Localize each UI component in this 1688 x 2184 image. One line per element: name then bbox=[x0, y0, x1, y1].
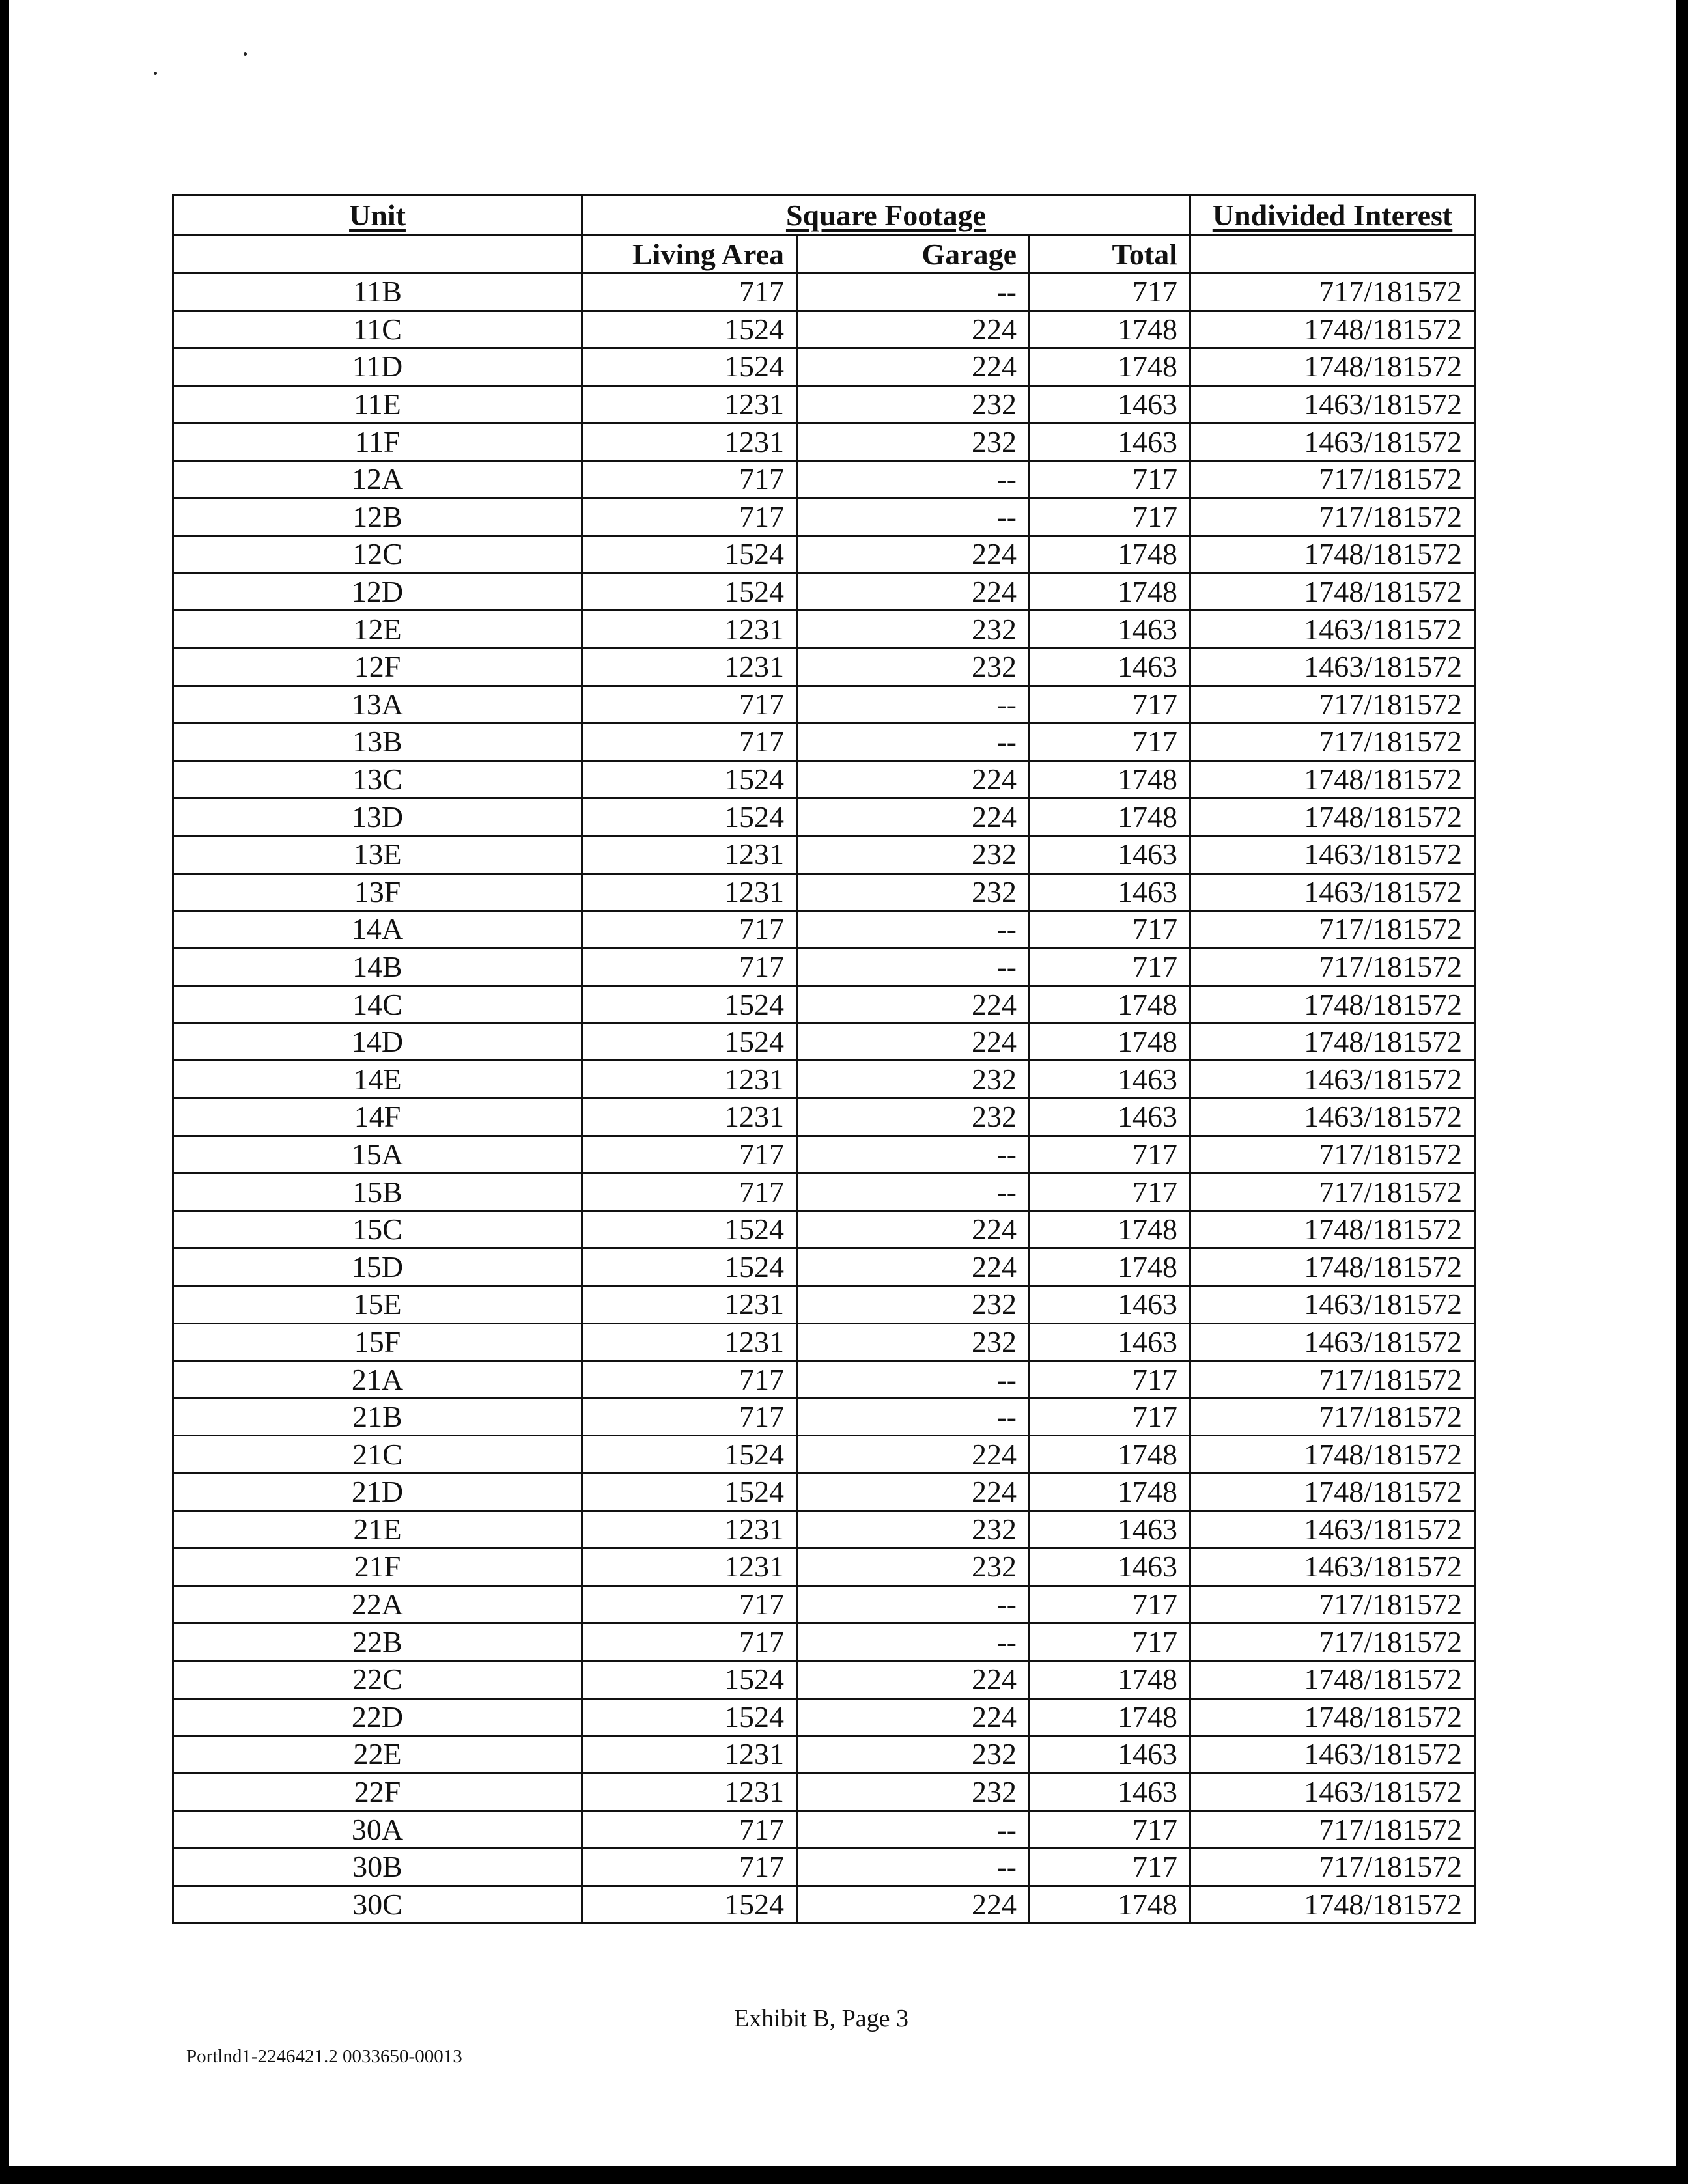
garage-cell: 232 bbox=[797, 835, 1030, 873]
living-area-cell: 1524 bbox=[582, 1023, 797, 1061]
total-cell: 1463 bbox=[1030, 423, 1190, 461]
living-area-cell: 1231 bbox=[582, 423, 797, 461]
living-area-cell: 1231 bbox=[582, 1511, 797, 1548]
table-row bbox=[173, 1248, 1475, 1286]
unit-cell: 11E bbox=[173, 385, 582, 423]
living-area-cell: 1524 bbox=[582, 1474, 797, 1511]
garage-cell: 232 bbox=[797, 1061, 1030, 1099]
total-cell: 717 bbox=[1030, 498, 1190, 536]
unit-cell: 22B bbox=[173, 1623, 582, 1661]
undivided-interest-cell: 1748/181572 bbox=[1190, 1698, 1475, 1736]
garage-cell: -- bbox=[797, 498, 1030, 536]
garage-cell: 224 bbox=[797, 1023, 1030, 1061]
living-area-cell: 1524 bbox=[582, 986, 797, 1024]
table-row bbox=[173, 761, 1475, 798]
unit-cell: 13F bbox=[173, 873, 582, 911]
table-row bbox=[173, 1474, 1475, 1511]
undivided-interest-cell: 1748/181572 bbox=[1190, 311, 1475, 348]
table-subheader-row bbox=[173, 236, 1475, 273]
unit-cell: 21D bbox=[173, 1474, 582, 1511]
table-row bbox=[173, 1061, 1475, 1099]
unit-cell: 14E bbox=[173, 1061, 582, 1099]
unit-cell: 30C bbox=[173, 1886, 582, 1924]
table-row bbox=[173, 686, 1475, 723]
garage-header: Garage bbox=[797, 236, 1030, 273]
garage-cell: 224 bbox=[797, 536, 1030, 574]
table-row bbox=[173, 1173, 1475, 1211]
unit-cell: 14A bbox=[173, 911, 582, 949]
living-area-cell: 1231 bbox=[582, 1286, 797, 1324]
garage-cell: -- bbox=[797, 1398, 1030, 1436]
unit-cell: 22C bbox=[173, 1660, 582, 1698]
total-cell: 1463 bbox=[1030, 648, 1190, 686]
undivided-interest-cell: 717/181572 bbox=[1190, 1623, 1475, 1661]
empty-header-cell bbox=[173, 236, 582, 273]
undivided-interest-cell: 717/181572 bbox=[1190, 1811, 1475, 1849]
garage-cell: -- bbox=[797, 686, 1030, 723]
table-row bbox=[173, 1586, 1475, 1623]
table-row bbox=[173, 423, 1475, 461]
living-area-cell: 1231 bbox=[582, 385, 797, 423]
garage-cell: 232 bbox=[797, 1736, 1030, 1774]
total-cell: 1463 bbox=[1030, 873, 1190, 911]
undivided-interest-cell: 1748/181572 bbox=[1190, 1660, 1475, 1698]
undivided-interest-cell: 1463/181572 bbox=[1190, 1511, 1475, 1548]
garage-cell: 224 bbox=[797, 1248, 1030, 1286]
total-cell: 717 bbox=[1030, 1136, 1190, 1173]
scan-speck bbox=[244, 52, 247, 56]
total-cell: 1748 bbox=[1030, 311, 1190, 348]
garage-cell: 232 bbox=[797, 1099, 1030, 1136]
table-row bbox=[173, 1773, 1475, 1811]
garage-cell: 224 bbox=[797, 1698, 1030, 1736]
unit-cell: 21C bbox=[173, 1436, 582, 1474]
unit-cell: 22D bbox=[173, 1698, 582, 1736]
living-area-cell: 1524 bbox=[582, 573, 797, 611]
total-cell: 1748 bbox=[1030, 1211, 1190, 1248]
undivided-interest-cell: 1748/181572 bbox=[1190, 1248, 1475, 1286]
table-row bbox=[173, 273, 1475, 311]
total-cell: 1748 bbox=[1030, 1660, 1190, 1698]
garage-cell: 224 bbox=[797, 1660, 1030, 1698]
garage-cell: 232 bbox=[797, 1511, 1030, 1548]
undivided-interest-cell: 1748/181572 bbox=[1190, 761, 1475, 798]
garage-cell: -- bbox=[797, 273, 1030, 311]
unit-cell: 14C bbox=[173, 986, 582, 1024]
unit-cell: 14F bbox=[173, 1099, 582, 1136]
total-cell: 1748 bbox=[1030, 1436, 1190, 1474]
total-cell: 717 bbox=[1030, 948, 1190, 986]
total-cell: 1748 bbox=[1030, 1023, 1190, 1061]
undivided-interest-cell: 1463/181572 bbox=[1190, 1099, 1475, 1136]
garage-cell: -- bbox=[797, 1361, 1030, 1399]
unit-cell: 15D bbox=[173, 1248, 582, 1286]
garage-cell: 224 bbox=[797, 1436, 1030, 1474]
living-area-cell: 717 bbox=[582, 273, 797, 311]
total-cell: 1463 bbox=[1030, 1773, 1190, 1811]
garage-cell: 232 bbox=[797, 1548, 1030, 1586]
total-cell: 1463 bbox=[1030, 1099, 1190, 1136]
garage-cell: -- bbox=[797, 460, 1030, 498]
table-row bbox=[173, 536, 1475, 574]
total-cell: 717 bbox=[1030, 273, 1190, 311]
undivided-interest-cell: 1748/181572 bbox=[1190, 1211, 1475, 1248]
table-row bbox=[173, 948, 1475, 986]
undivided-interest-cell: 1463/181572 bbox=[1190, 1548, 1475, 1586]
unit-cell: 13D bbox=[173, 798, 582, 836]
total-cell: 717 bbox=[1030, 1811, 1190, 1849]
total-cell: 1748 bbox=[1030, 1698, 1190, 1736]
garage-cell: -- bbox=[797, 1848, 1030, 1886]
undivided-interest-cell: 717/181572 bbox=[1190, 1848, 1475, 1886]
undivided-interest-cell: 1463/181572 bbox=[1190, 385, 1475, 423]
undivided-interest-cell: 717/181572 bbox=[1190, 273, 1475, 311]
table-row bbox=[173, 1660, 1475, 1698]
total-header: Total bbox=[1030, 236, 1190, 273]
unit-cell: 12D bbox=[173, 573, 582, 611]
total-cell: 1463 bbox=[1030, 835, 1190, 873]
unit-cell: 12C bbox=[173, 536, 582, 574]
living-area-cell: 717 bbox=[582, 686, 797, 723]
undivided-interest-cell: 1463/181572 bbox=[1190, 1061, 1475, 1099]
living-area-cell: 1231 bbox=[582, 1061, 797, 1099]
square-footage-header-label: Square Footage bbox=[785, 198, 987, 232]
garage-cell: -- bbox=[797, 1173, 1030, 1211]
table-row bbox=[173, 385, 1475, 423]
total-cell: 1748 bbox=[1030, 1248, 1190, 1286]
table-row bbox=[173, 723, 1475, 761]
garage-cell: 232 bbox=[797, 1323, 1030, 1361]
undivided-interest-cell: 1463/181572 bbox=[1190, 1323, 1475, 1361]
total-cell: 717 bbox=[1030, 686, 1190, 723]
table-row bbox=[173, 986, 1475, 1024]
unit-cell: 15E bbox=[173, 1286, 582, 1324]
unit-cell: 11D bbox=[173, 348, 582, 386]
table-row bbox=[173, 1848, 1475, 1886]
undivided-interest-cell: 1463/181572 bbox=[1190, 1736, 1475, 1774]
garage-cell: 232 bbox=[797, 1773, 1030, 1811]
living-area-cell: 717 bbox=[582, 1398, 797, 1436]
garage-cell: 232 bbox=[797, 873, 1030, 911]
living-area-cell: 1231 bbox=[582, 835, 797, 873]
garage-cell: -- bbox=[797, 1586, 1030, 1623]
unit-square-footage-table bbox=[172, 194, 1476, 1924]
garage-cell: 232 bbox=[797, 1286, 1030, 1324]
garage-cell: -- bbox=[797, 1811, 1030, 1849]
empty-header-cell bbox=[1190, 236, 1475, 273]
undivided-interest-cell: 1748/181572 bbox=[1190, 573, 1475, 611]
total-cell: 717 bbox=[1030, 1398, 1190, 1436]
garage-cell: 224 bbox=[797, 798, 1030, 836]
undivided-interest-cell: 717/181572 bbox=[1190, 911, 1475, 949]
garage-cell: -- bbox=[797, 911, 1030, 949]
undivided-interest-cell: 1463/181572 bbox=[1190, 611, 1475, 649]
exhibit-page-label: Exhibit B, Page 3 bbox=[733, 2005, 909, 2032]
garage-cell: 224 bbox=[797, 573, 1030, 611]
living-area-cell: 1524 bbox=[582, 1886, 797, 1924]
undivided-interest-header bbox=[1190, 195, 1475, 236]
total-cell: 1463 bbox=[1030, 1548, 1190, 1586]
undivided-interest-cell: 1463/181572 bbox=[1190, 648, 1475, 686]
undivided-interest-cell: 717/181572 bbox=[1190, 1136, 1475, 1173]
undivided-interest-cell: 1748/181572 bbox=[1190, 536, 1475, 574]
living-area-cell: 717 bbox=[582, 460, 797, 498]
living-area-cell: 1231 bbox=[582, 1773, 797, 1811]
undivided-interest-cell: 717/181572 bbox=[1190, 498, 1475, 536]
total-cell: 1463 bbox=[1030, 1286, 1190, 1324]
living-area-cell: 1524 bbox=[582, 1211, 797, 1248]
undivided-interest-header-label: Undivided Interest bbox=[1212, 198, 1453, 232]
total-cell: 1463 bbox=[1030, 611, 1190, 649]
unit-cell: 21F bbox=[173, 1548, 582, 1586]
total-cell: 717 bbox=[1030, 1361, 1190, 1399]
undivided-interest-cell: 717/181572 bbox=[1190, 948, 1475, 986]
total-cell: 1748 bbox=[1030, 348, 1190, 386]
garage-cell: 232 bbox=[797, 385, 1030, 423]
total-cell: 1748 bbox=[1030, 1886, 1190, 1924]
garage-cell: 224 bbox=[797, 348, 1030, 386]
total-cell: 1748 bbox=[1030, 536, 1190, 574]
undivided-interest-cell: 1748/181572 bbox=[1190, 798, 1475, 836]
table-body bbox=[173, 273, 1475, 1924]
total-cell: 1463 bbox=[1030, 1323, 1190, 1361]
garage-cell: 224 bbox=[797, 311, 1030, 348]
unit-header-label: Unit bbox=[349, 198, 406, 232]
garage-cell: -- bbox=[797, 723, 1030, 761]
square-footage-header bbox=[582, 195, 1190, 236]
undivided-interest-cell: 1463/181572 bbox=[1190, 1773, 1475, 1811]
garage-cell: 232 bbox=[797, 611, 1030, 649]
garage-cell: -- bbox=[797, 1136, 1030, 1173]
unit-cell: 21B bbox=[173, 1398, 582, 1436]
living-area-cell: 717 bbox=[582, 1811, 797, 1849]
undivided-interest-cell: 1748/181572 bbox=[1190, 1474, 1475, 1511]
living-area-cell: 1524 bbox=[582, 1248, 797, 1286]
table-row bbox=[173, 1099, 1475, 1136]
total-cell: 1463 bbox=[1030, 1061, 1190, 1099]
table-row bbox=[173, 798, 1475, 836]
living-area-cell: 1524 bbox=[582, 1660, 797, 1698]
table-row bbox=[173, 911, 1475, 949]
total-cell: 717 bbox=[1030, 1173, 1190, 1211]
table-row bbox=[173, 1436, 1475, 1474]
table-row bbox=[173, 1023, 1475, 1061]
undivided-interest-cell: 1748/181572 bbox=[1190, 1886, 1475, 1924]
living-area-cell: 717 bbox=[582, 723, 797, 761]
table-row bbox=[173, 1886, 1475, 1924]
table-row bbox=[173, 1736, 1475, 1774]
living-area-cell: 717 bbox=[582, 1173, 797, 1211]
garage-cell: 224 bbox=[797, 1474, 1030, 1511]
unit-cell: 13A bbox=[173, 686, 582, 723]
total-cell: 1463 bbox=[1030, 385, 1190, 423]
unit-cell: 13E bbox=[173, 835, 582, 873]
unit-cell: 22A bbox=[173, 1586, 582, 1623]
unit-cell: 12E bbox=[173, 611, 582, 649]
document-id: Portlnd1-2246421.2 0033650-00013 bbox=[186, 2046, 462, 2067]
total-cell: 717 bbox=[1030, 1623, 1190, 1661]
unit-cell: 11B bbox=[173, 273, 582, 311]
living-area-cell: 1231 bbox=[582, 873, 797, 911]
garage-cell: 232 bbox=[797, 423, 1030, 461]
table-row bbox=[173, 498, 1475, 536]
table-row bbox=[173, 648, 1475, 686]
undivided-interest-cell: 717/181572 bbox=[1190, 460, 1475, 498]
total-cell: 717 bbox=[1030, 1848, 1190, 1886]
living-area-cell: 1231 bbox=[582, 648, 797, 686]
table-row bbox=[173, 1511, 1475, 1548]
garage-cell: 224 bbox=[797, 1886, 1030, 1924]
undivided-interest-cell: 1463/181572 bbox=[1190, 835, 1475, 873]
garage-cell: 224 bbox=[797, 761, 1030, 798]
unit-cell: 15A bbox=[173, 1136, 582, 1173]
table-row bbox=[173, 1136, 1475, 1173]
table-row bbox=[173, 1811, 1475, 1849]
living-area-cell: 1231 bbox=[582, 1323, 797, 1361]
unit-table-container bbox=[172, 194, 1474, 1924]
unit-column-header bbox=[173, 195, 582, 236]
table-row bbox=[173, 1623, 1475, 1661]
unit-cell: 11C bbox=[173, 311, 582, 348]
table-row bbox=[173, 1398, 1475, 1436]
table-row bbox=[173, 1548, 1475, 1586]
total-cell: 717 bbox=[1030, 460, 1190, 498]
garage-cell: -- bbox=[797, 948, 1030, 986]
living-area-cell: 1231 bbox=[582, 1736, 797, 1774]
unit-cell: 11F bbox=[173, 423, 582, 461]
undivided-interest-cell: 1748/181572 bbox=[1190, 1023, 1475, 1061]
living-area-cell: 1524 bbox=[582, 536, 797, 574]
table-row bbox=[173, 873, 1475, 911]
undivided-interest-cell: 717/181572 bbox=[1190, 1361, 1475, 1399]
unit-cell: 14B bbox=[173, 948, 582, 986]
total-cell: 1748 bbox=[1030, 798, 1190, 836]
undivided-interest-cell: 1748/181572 bbox=[1190, 1436, 1475, 1474]
table-header-row bbox=[173, 195, 1475, 236]
unit-cell: 21A bbox=[173, 1361, 582, 1399]
living-area-cell: 717 bbox=[582, 1586, 797, 1623]
undivided-interest-cell: 1463/181572 bbox=[1190, 1286, 1475, 1324]
table-row bbox=[173, 573, 1475, 611]
unit-cell: 12A bbox=[173, 460, 582, 498]
total-cell: 1748 bbox=[1030, 761, 1190, 798]
table-row bbox=[173, 1698, 1475, 1736]
unit-cell: 30A bbox=[173, 1811, 582, 1849]
undivided-interest-cell: 717/181572 bbox=[1190, 1173, 1475, 1211]
living-area-cell: 1524 bbox=[582, 1698, 797, 1736]
total-cell: 1748 bbox=[1030, 1474, 1190, 1511]
unit-cell: 22F bbox=[173, 1773, 582, 1811]
living-area-cell: 717 bbox=[582, 498, 797, 536]
undivided-interest-cell: 717/181572 bbox=[1190, 1398, 1475, 1436]
living-area-cell: 1524 bbox=[582, 1436, 797, 1474]
living-area-cell: 1231 bbox=[582, 1548, 797, 1586]
table-row bbox=[173, 311, 1475, 348]
unit-cell: 21E bbox=[173, 1511, 582, 1548]
table-row bbox=[173, 835, 1475, 873]
total-cell: 717 bbox=[1030, 911, 1190, 949]
garage-cell: -- bbox=[797, 1623, 1030, 1661]
undivided-interest-cell: 1463/181572 bbox=[1190, 423, 1475, 461]
scan-speck bbox=[154, 72, 157, 75]
garage-cell: 224 bbox=[797, 986, 1030, 1024]
total-cell: 1748 bbox=[1030, 986, 1190, 1024]
living-area-cell: 1524 bbox=[582, 311, 797, 348]
garage-cell: 232 bbox=[797, 648, 1030, 686]
table-row bbox=[173, 1323, 1475, 1361]
living-area-cell: 717 bbox=[582, 1623, 797, 1661]
unit-cell: 12B bbox=[173, 498, 582, 536]
living-area-cell: 1231 bbox=[582, 611, 797, 649]
undivided-interest-cell: 1748/181572 bbox=[1190, 348, 1475, 386]
table-row bbox=[173, 348, 1475, 386]
total-cell: 1463 bbox=[1030, 1736, 1190, 1774]
unit-cell: 30B bbox=[173, 1848, 582, 1886]
table-row bbox=[173, 460, 1475, 498]
total-cell: 1463 bbox=[1030, 1511, 1190, 1548]
unit-cell: 12F bbox=[173, 648, 582, 686]
living-area-cell: 1524 bbox=[582, 761, 797, 798]
garage-cell: 224 bbox=[797, 1211, 1030, 1248]
total-cell: 1748 bbox=[1030, 573, 1190, 611]
undivided-interest-cell: 1463/181572 bbox=[1190, 873, 1475, 911]
unit-cell: 15B bbox=[173, 1173, 582, 1211]
undivided-interest-cell: 717/181572 bbox=[1190, 686, 1475, 723]
living-area-cell: 1231 bbox=[582, 1099, 797, 1136]
living-area-cell: 1524 bbox=[582, 348, 797, 386]
table-row bbox=[173, 1286, 1475, 1324]
undivided-interest-cell: 717/181572 bbox=[1190, 723, 1475, 761]
table-row bbox=[173, 1211, 1475, 1248]
living-area-cell: 717 bbox=[582, 1848, 797, 1886]
unit-cell: 15C bbox=[173, 1211, 582, 1248]
table-row bbox=[173, 1361, 1475, 1399]
total-cell: 717 bbox=[1030, 723, 1190, 761]
total-cell: 717 bbox=[1030, 1586, 1190, 1623]
living-area-header: Living Area bbox=[582, 236, 797, 273]
unit-cell: 13B bbox=[173, 723, 582, 761]
undivided-interest-cell: 717/181572 bbox=[1190, 1586, 1475, 1623]
table-row bbox=[173, 611, 1475, 649]
living-area-cell: 717 bbox=[582, 1361, 797, 1399]
living-area-cell: 1524 bbox=[582, 798, 797, 836]
unit-cell: 15F bbox=[173, 1323, 582, 1361]
living-area-cell: 717 bbox=[582, 948, 797, 986]
undivided-interest-cell: 1748/181572 bbox=[1190, 986, 1475, 1024]
unit-cell: 22E bbox=[173, 1736, 582, 1774]
unit-cell: 13C bbox=[173, 761, 582, 798]
unit-cell: 14D bbox=[173, 1023, 582, 1061]
living-area-cell: 717 bbox=[582, 911, 797, 949]
living-area-cell: 717 bbox=[582, 1136, 797, 1173]
